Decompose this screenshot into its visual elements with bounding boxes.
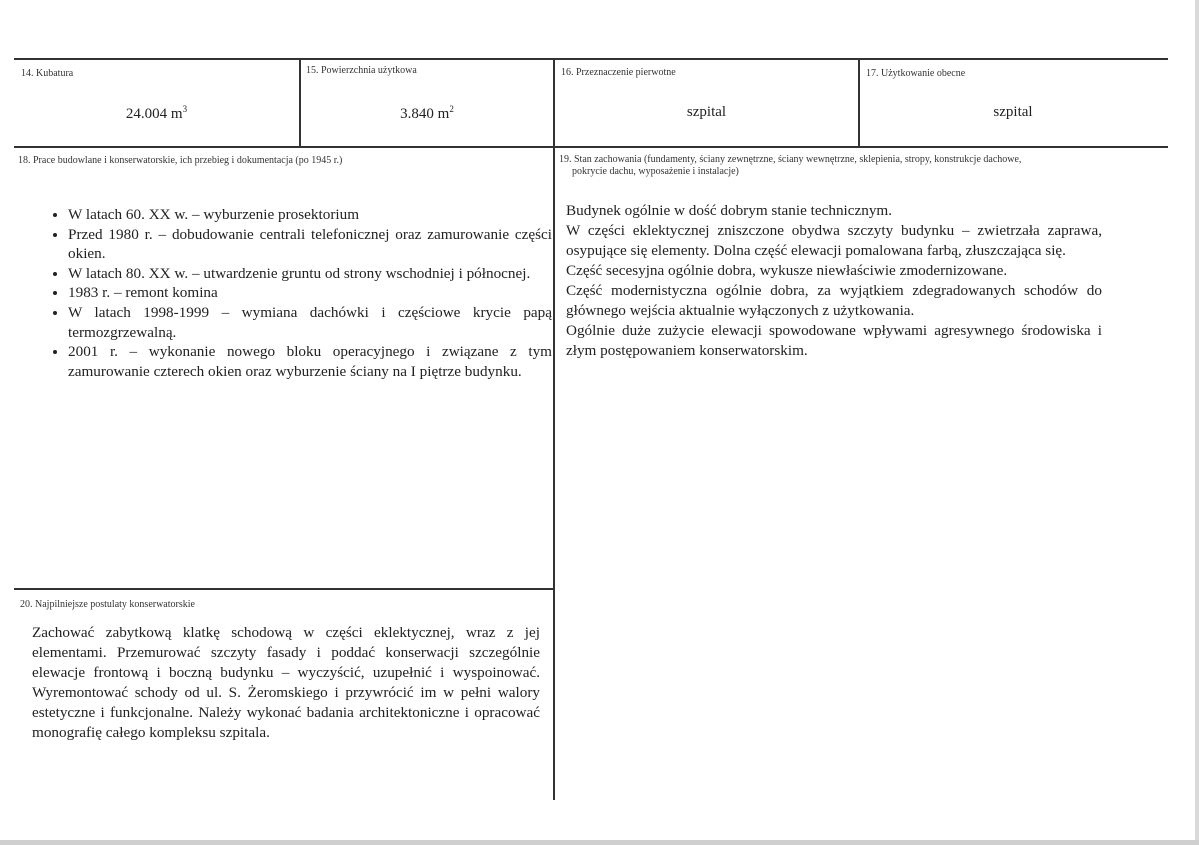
- kubatura-unit-exponent: 3: [182, 104, 188, 114]
- works-item: • 1983 r. – remont komina: [68, 283, 552, 303]
- uzytkowanie-value: szpital: [993, 104, 1033, 120]
- przeznaczenie-label: 16. Przeznaczenie pierwotne: [561, 67, 676, 78]
- state-paragraph: Budynek ogólnie w dość dobrym stanie technicznym.: [566, 202, 893, 219]
- state-description: [566, 201, 1102, 361]
- works-item: • 2001 r. – wykonanie nowego bloku operacyjnego i związane z tym zamurowanie czterech okien oraz wyburzenie ściany na I piętrze budynku.: [68, 342, 552, 381]
- state-paragraph: W części eklektycznej zniszczone obydwa szczyty budynku – zwietrzała zaprawa, osypujące się elementy. Dolna część elewacji pomalowana farbą, złuszczająca się.: [566, 222, 1102, 259]
- kubatura-label: 14. Kubatura: [21, 68, 74, 79]
- lower-left-rule: [14, 588, 554, 590]
- works-label: 18. Prace budowlane i konserwatorskie, ich przebieg i dokumentacja (po 1945 r.): [18, 155, 343, 166]
- scan-edge-bottom: [0, 840, 1199, 845]
- przeznaczenie-value: szpital: [686, 104, 727, 120]
- state-label-line1: 19. Stan zachowania (fundamenty, ściany zewnętrzne, ściany wewnętrzne, sklepienia, stropy, konstrukcje dachowe,: [559, 154, 1022, 165]
- kubatura-value: [14, 104, 299, 123]
- divider-16-17: [858, 58, 860, 146]
- top-rule: [14, 58, 1168, 60]
- powierzchnia-unit-exponent: 2: [449, 104, 454, 114]
- postulates-label: 20. Najpilniejsze postulaty konserwatorskie: [20, 599, 195, 610]
- state-paragraph: Ogólnie duże zużycie elewacji spowodowane wpływami agresywnego środowiska i złym postępowaniem konserwatorskim.: [566, 322, 1102, 359]
- center-divider: [553, 58, 555, 800]
- uzytkowanie-label: 17. Użytkowanie obecne: [866, 68, 966, 79]
- divider-14-15: [299, 58, 301, 146]
- powierzchnia-label: 15. Powierzchnia użytkowa: [306, 65, 417, 76]
- state-paragraph: Część modernistyczna ogólnie dobra, za wyjątkiem zdegradowanych schodów do głównego wejścia aktualnie wyłączonych z użytkowania.: [566, 282, 1102, 319]
- works-item: • Przed 1980 r. – dobudowanie centrali telefonicznej oraz zamurowanie części okien.: [68, 225, 552, 264]
- powierzchnia-value: [301, 104, 553, 123]
- powierzchnia-number: 3.840 m: [400, 106, 450, 122]
- state-label-line2: pokrycie dachu, wyposażenie i instalacje): [572, 166, 739, 177]
- mid-rule: [14, 146, 1168, 148]
- works-item: • W latach 60. XX w. – wyburzenie prosektorium: [68, 205, 552, 225]
- state-paragraph: Część secesyjna ogólnie dobra, wykusze niewłaściwie zmodernizowane.: [566, 262, 1008, 279]
- works-item: • W latach 1998-1999 – wymiana dachówki i częściowe krycie papą termozgrzewalną.: [68, 303, 552, 342]
- postulates-text: Zachować zabytkową klatkę schodową w części eklektycznej, wraz z jej elementami. Przemurować szczyty fasady i poddać konserwacji szczególnie elewacje frontową i boczną budynku – wyczyścić, uzupełnić i wyspoinować. Wyremontować schody od ul. S. Żeromskiego i przywrócić im w pełni walory estetyczne i funkcjonalne. Należy wykonać badania architektoniczne i opracować monografię całego kompleksu szpitala.: [32, 624, 540, 741]
- works-item: • W latach 80. XX w. – utwardzenie gruntu od strony wschodniej i północnej.: [68, 264, 552, 284]
- kubatura-number: 24.004 m: [125, 106, 183, 122]
- works-list: [38, 205, 552, 381]
- scan-edge-right: [1195, 0, 1199, 845]
